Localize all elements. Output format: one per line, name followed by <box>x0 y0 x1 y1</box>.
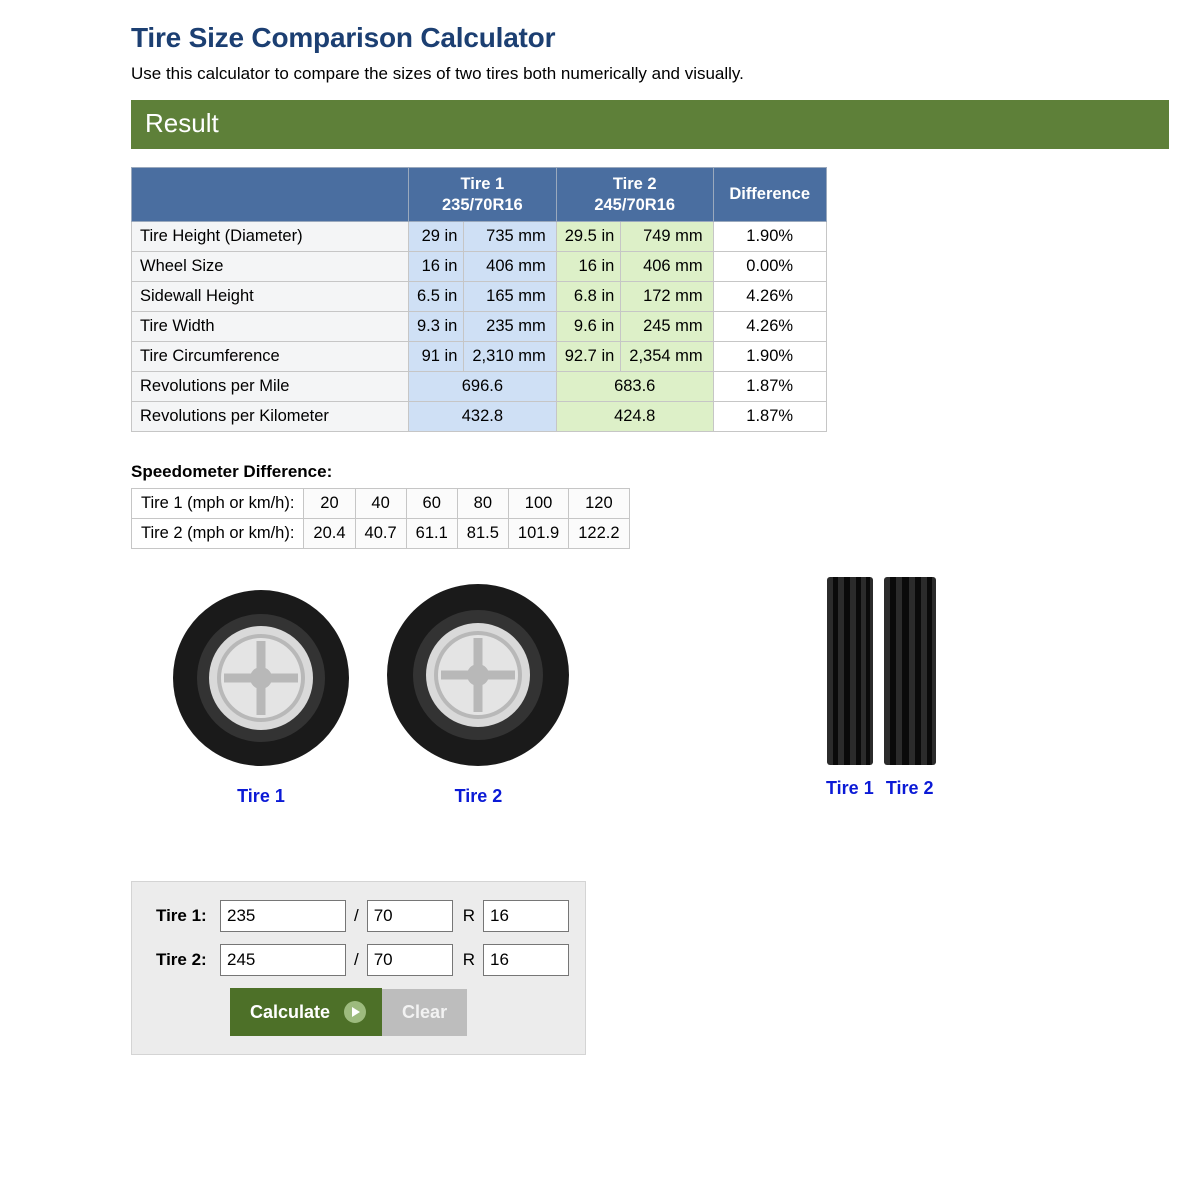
clear-button[interactable]: Clear <box>382 989 467 1036</box>
tire2-value: 683.6 <box>556 372 713 402</box>
col-difference: Difference <box>713 168 826 222</box>
tire1-value: 696.6 <box>409 372 557 402</box>
row-label: Revolutions per Kilometer <box>132 402 409 432</box>
row-label: Sidewall Height <box>132 282 409 312</box>
tire2-slash: / <box>353 950 359 970</box>
tire2-mm: 245 mm <box>621 312 713 342</box>
difference-value: 4.26% <box>713 282 826 312</box>
tire1-rim-input[interactable] <box>483 900 569 932</box>
speedometer-tire1-cell: 60 <box>406 489 457 519</box>
tire1-front-caption: Tire 1 <box>237 786 285 807</box>
tire2-side-caption: Tire 2 <box>885 778 934 799</box>
tire-graphics <box>131 577 1200 837</box>
tire1-mm: 235 mm <box>464 312 556 342</box>
tire2-front-view <box>380 577 576 807</box>
speedometer-tire2-cell: 101.9 <box>508 519 568 549</box>
tire1-inches: 29 in <box>409 222 464 252</box>
side-view-group <box>826 577 936 799</box>
play-icon <box>344 1001 366 1023</box>
row-label: Tire Circumference <box>132 342 409 372</box>
difference-value: 1.87% <box>713 402 826 432</box>
tire1-tread-icon <box>827 577 873 765</box>
tire1-mm: 735 mm <box>464 222 556 252</box>
tire2-value: 424.8 <box>556 402 713 432</box>
table-row <box>132 252 827 282</box>
tire1-inches: 91 in <box>409 342 464 372</box>
col-tire1 <box>409 168 557 222</box>
difference-value: 0.00% <box>713 252 826 282</box>
tire2-width-input[interactable] <box>220 944 346 976</box>
row-label: Wheel Size <box>132 252 409 282</box>
tire1-value: 432.8 <box>409 402 557 432</box>
tire1-ratio-input[interactable] <box>367 900 453 932</box>
table-row <box>132 342 827 372</box>
tire1-side-caption: Tire 1 <box>826 778 874 799</box>
table-row <box>132 372 827 402</box>
speedometer-tire1-cell: 20 <box>304 489 355 519</box>
calculate-button-label: Calculate <box>250 1001 331 1022</box>
col-tire2-name: Tire 2 <box>612 175 657 193</box>
speedometer-tire2-label: Tire 2 (mph or km/h): <box>132 519 304 549</box>
speedometer-row-tire1 <box>132 489 630 519</box>
speedometer-tire1-cell: 40 <box>355 489 406 519</box>
tire2-front-caption: Tire 2 <box>454 786 503 807</box>
tire1-mm: 165 mm <box>464 282 556 312</box>
speedometer-row-tire2 <box>132 519 630 549</box>
col-tire2 <box>556 168 713 222</box>
tire1-inches: 16 in <box>409 252 464 282</box>
tire2-inches: 9.6 in <box>556 312 621 342</box>
form-buttons <box>148 988 569 1036</box>
difference-value: 1.87% <box>713 372 826 402</box>
difference-value: 4.26% <box>713 312 826 342</box>
difference-value: 1.90% <box>713 222 826 252</box>
row-label: Tire Width <box>132 312 409 342</box>
tire2-inches: 6.8 in <box>556 282 621 312</box>
tire2-mm: 749 mm <box>621 222 713 252</box>
tire1-front-view <box>166 583 356 807</box>
row-label: Revolutions per Mile <box>132 372 409 402</box>
table-row <box>132 282 827 312</box>
speedometer-tire2-cell: 122.2 <box>569 519 629 549</box>
col-tire1-size: 235/70R16 <box>442 195 523 214</box>
tire2-tread-icon <box>884 577 936 765</box>
tire2-ratio-input[interactable] <box>367 944 453 976</box>
tire2-input-row <box>148 944 569 976</box>
table-row <box>132 312 827 342</box>
tire1-r-letter: R <box>462 906 475 926</box>
col-blank <box>132 168 409 222</box>
tire1-width-input[interactable] <box>220 900 346 932</box>
input-form <box>131 881 586 1055</box>
table-row <box>132 222 827 252</box>
tire2-r-letter: R <box>462 950 475 970</box>
tire1-wheel-icon <box>166 583 356 773</box>
difference-value: 1.90% <box>713 342 826 372</box>
tire1-inches: 9.3 in <box>409 312 464 342</box>
page-title: Tire Size Comparison Calculator <box>131 22 556 53</box>
speedometer-tire1-cell: 120 <box>569 489 629 519</box>
speedometer-table <box>131 488 630 549</box>
front-view-group <box>166 577 576 807</box>
tire1-inches: 6.5 in <box>409 282 464 312</box>
tire2-wheel-icon <box>380 577 576 773</box>
tire2-mm: 406 mm <box>621 252 713 282</box>
page-subtitle: Use this calculator to compare the sizes of two tires both numerically and visually. <box>131 64 744 83</box>
speedometer-heading: Speedometer Difference: <box>131 462 333 482</box>
col-tire1-name: Tire 1 <box>460 175 505 193</box>
table-row <box>132 402 827 432</box>
speedometer-tire2-cell: 61.1 <box>406 519 457 549</box>
col-tire2-size: 245/70R16 <box>594 195 676 214</box>
tire2-input-label: Tire 2: <box>156 950 207 970</box>
tire2-side-view <box>884 577 936 799</box>
tire1-side-view <box>826 577 874 799</box>
calculate-button[interactable] <box>230 988 382 1036</box>
tire1-mm: 2,310 mm <box>464 342 556 372</box>
tire2-inches: 16 in <box>556 252 621 282</box>
speedometer-tire2-cell: 40.7 <box>355 519 406 549</box>
speedometer-tire2-cell: 20.4 <box>304 519 355 549</box>
tire2-inches: 92.7 in <box>556 342 621 372</box>
tire2-mm: 172 mm <box>621 282 713 312</box>
speedometer-tire1-cell: 80 <box>457 489 508 519</box>
tire1-input-label: Tire 1: <box>156 906 207 926</box>
result-table <box>131 167 827 432</box>
tire1-mm: 406 mm <box>464 252 556 282</box>
result-banner: Result <box>131 100 1169 149</box>
tire1-slash: / <box>353 906 359 926</box>
speedometer-tire1-cell: 100 <box>508 489 568 519</box>
tire2-rim-input[interactable] <box>483 944 569 976</box>
tire2-inches: 29.5 in <box>556 222 621 252</box>
tire2-mm: 2,354 mm <box>621 342 713 372</box>
row-label: Tire Height (Diameter) <box>132 222 409 252</box>
tire1-input-row <box>148 900 569 932</box>
table-header-row <box>132 168 827 222</box>
speedometer-tire2-cell: 81.5 <box>457 519 508 549</box>
speedometer-tire1-label: Tire 1 (mph or km/h): <box>132 489 304 519</box>
